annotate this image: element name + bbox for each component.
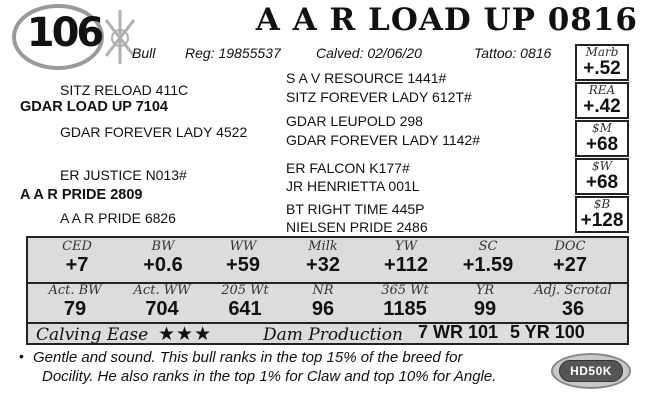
epd-box-m (575, 120, 629, 157)
calving-ease-label: Calving Ease (36, 325, 149, 345)
sire-dam: GDAR FOREVER LADY 4522 (60, 124, 248, 140)
cell-label: BW (151, 239, 175, 254)
dam-dam: A A R PRIDE 6826 (60, 210, 176, 226)
epd-cell-milk (288, 240, 358, 276)
cell-value: +0.6 (143, 254, 183, 276)
hd50k-text: HD50K (570, 364, 612, 378)
sire-sire-dam: SITZ FOREVER LADY 612T# (286, 89, 472, 105)
hd50k-badge (551, 353, 631, 389)
cell-value: +7 (65, 254, 89, 276)
lot-number: 106 (26, 10, 102, 56)
cell-label: Milk (308, 239, 338, 254)
actual-cell-ww (118, 284, 206, 320)
calved-date: Calved: 02/06/20 (316, 45, 422, 61)
actual-cell-205wt (208, 284, 282, 320)
cell-value: +1.59 (462, 254, 514, 276)
cell-label: WW (229, 239, 257, 254)
cell-value: +27 (553, 254, 587, 276)
cell-label: YR (475, 283, 495, 298)
actual-cell-bw (34, 284, 116, 320)
epd-label: $M (592, 121, 612, 135)
epd-value: +68 (585, 134, 619, 155)
epd-cell-bw (124, 240, 202, 276)
epd-label: REA (588, 83, 616, 97)
epd-value: +.52 (583, 58, 621, 79)
sire-dam-dam: GDAR FOREVER LADY 1142# (286, 132, 481, 148)
epd-value: +.42 (583, 96, 621, 117)
cell-label: 205 Wt (221, 283, 269, 298)
epd-box-b (575, 196, 629, 233)
note-bullet: • (19, 348, 24, 364)
actual-cell-scrotal (520, 284, 626, 320)
epd-cell-sc (448, 240, 528, 276)
cell-value: 704 (145, 298, 179, 320)
dam: A A R PRIDE 2809 (20, 187, 143, 203)
cell-label: 365 Wt (381, 283, 429, 298)
cell-value: 96 (311, 298, 335, 320)
cell-value: +59 (226, 254, 260, 276)
cell-value: 99 (473, 298, 497, 320)
note-line-2: Docility. He also ranks in the top 1% for Claw and top 10% for Angle. (42, 368, 497, 385)
cell-value: +112 (384, 254, 428, 276)
tattoo: Tattoo: 0816 (474, 45, 552, 61)
sire: GDAR LOAD UP 7104 (20, 99, 168, 115)
epd-label: Marb (585, 45, 619, 59)
cell-label: NR (312, 283, 334, 298)
dam-production-wr: 7 WR 101 (418, 322, 499, 342)
dam-dam-dam: NIELSEN PRIDE 2486 (286, 219, 428, 235)
hd50k-inner (559, 360, 623, 382)
cell-label: YW (395, 239, 417, 254)
cell-label: Act. BW (48, 283, 102, 298)
cell-label: SC (478, 239, 498, 254)
epd-label: $B (593, 197, 611, 211)
cell-value: 641 (228, 298, 262, 320)
epd-label: $W (592, 159, 612, 173)
dam-production-label: Dam Production (263, 325, 403, 345)
dam-dam-sire: BT RIGHT TIME 445P (286, 201, 425, 217)
actual-cell-365wt (362, 284, 448, 320)
epd-cell-doc (534, 240, 606, 276)
dam-production-yr: 5 YR 100 (510, 322, 585, 342)
sire-sire: SITZ RELOAD 411C (60, 82, 189, 98)
epd-cell-ced (42, 240, 112, 276)
calving-ease-stars: ★★★ (158, 324, 213, 345)
sire-dam-sire: GDAR LEUPOLD 298 (286, 113, 423, 129)
epd-value: +68 (585, 172, 619, 193)
animal-name: A A R LOAD UP 0816 (255, 2, 638, 38)
actual-cell-yr (452, 284, 518, 320)
cell-label: DOC (554, 239, 586, 254)
cell-value: 36 (561, 298, 585, 320)
sire-sire-sire: S A V RESOURCE 1441# (286, 70, 447, 86)
cell-value: 79 (63, 298, 87, 320)
cell-label: Adj. Scrotal (534, 283, 612, 298)
dam-sire: ER JUSTICE N013# (60, 167, 187, 183)
epd-value: +128 (580, 210, 624, 231)
cell-label: Act. WW (133, 283, 191, 298)
cell-value: 1185 (383, 298, 427, 320)
epd-cell-yw (368, 240, 444, 276)
lot-badge (12, 4, 130, 74)
epd-box-w (575, 158, 629, 195)
cell-value: +32 (306, 254, 340, 276)
cell-label: CED (62, 239, 92, 254)
dam-sire-sire: ER FALCON K177# (286, 160, 410, 176)
epd-box-marb (575, 44, 629, 81)
note-line-1: Gentle and sound. This bull ranks in the top 15% of the breed for (33, 349, 463, 366)
epd-box-rea (575, 82, 629, 119)
epd-cell-ww (208, 240, 278, 276)
dam-sire-dam: JR HENRIETTA 001L (286, 178, 420, 194)
registration-number: Reg: 19855537 (185, 45, 281, 61)
actual-cell-nr (290, 284, 356, 320)
animal-type: Bull (132, 45, 156, 61)
